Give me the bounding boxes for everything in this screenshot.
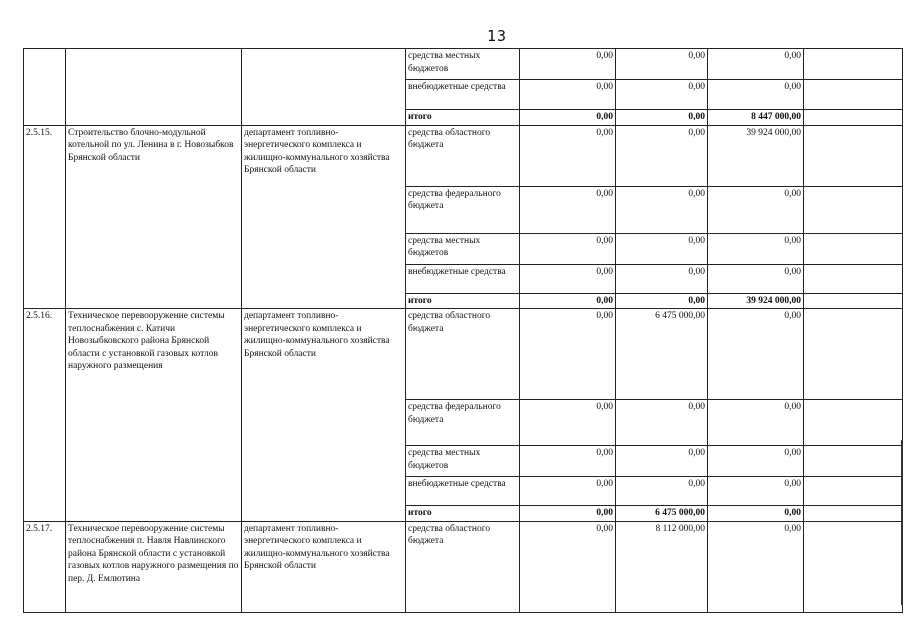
value-cell: 0,00 <box>520 110 616 126</box>
name-cell: Строительство блочно-модульной котельной по ул. Ленина в г. Новозыбков Брянской области <box>66 125 242 309</box>
value-cell: 0,00 <box>520 293 616 309</box>
value-cell: 0,00 <box>708 264 804 293</box>
empty-cell <box>804 110 903 126</box>
value-cell: 0,00 <box>708 400 804 446</box>
value-cell: 0,00 <box>708 186 804 233</box>
value-cell: 0,00 <box>708 477 804 506</box>
name-cell <box>66 49 242 126</box>
empty-cell <box>804 49 903 80</box>
num-cell: 2.5.15. <box>24 125 66 309</box>
value-cell: 8 112 000,00 <box>616 521 708 612</box>
value-cell: 6 475 000,00 <box>616 309 708 400</box>
value-cell: 0,00 <box>520 49 616 80</box>
value-cell: 0,00 <box>708 521 804 612</box>
table-row <box>24 125 903 186</box>
name-cell: Техническое перевооружение системы теплоснабжения п. Навля Навлинского района Брянской области с установкой газовых котлов наружного размещения по пер. Д. Емлютина <box>66 521 242 612</box>
source-cell: средства местных бюджетов <box>406 446 520 477</box>
empty-cell <box>804 293 903 309</box>
value-cell: 0,00 <box>520 80 616 110</box>
source-cell: итого <box>406 506 520 522</box>
empty-cell <box>804 125 903 186</box>
num-cell <box>24 49 66 126</box>
value-cell: 0,00 <box>520 400 616 446</box>
value-cell: 0,00 <box>616 477 708 506</box>
source-cell: средства местных бюджетов <box>406 233 520 264</box>
value-cell: 0,00 <box>616 400 708 446</box>
value-cell: 0,00 <box>616 264 708 293</box>
value-cell: 0,00 <box>616 186 708 233</box>
source-cell: итого <box>406 293 520 309</box>
value-cell: 0,00 <box>520 233 616 264</box>
value-cell: 0,00 <box>616 293 708 309</box>
value-cell: 0,00 <box>616 446 708 477</box>
source-cell: внебюджетные средства <box>406 80 520 110</box>
empty-cell <box>804 446 903 477</box>
source-cell: итого <box>406 110 520 126</box>
value-cell: 0,00 <box>616 49 708 80</box>
source-cell: внебюджетные средства <box>406 264 520 293</box>
empty-cell <box>804 80 903 110</box>
num-cell: 2.5.17. <box>24 521 66 612</box>
name-cell: Техническое перевооружение системы теплоснабжения с. Катичи Новозыбковского района Брянской области с установкой газовых котлов наружного размещения <box>66 309 242 522</box>
value-cell: 0,00 <box>616 110 708 126</box>
source-cell: средства областного бюджета <box>406 125 520 186</box>
table-row <box>24 49 903 80</box>
value-cell: 39 924 000,00 <box>708 293 804 309</box>
empty-cell <box>804 521 903 612</box>
table-row <box>24 309 903 400</box>
page-number: 13 <box>487 27 508 45</box>
source-cell: внебюджетные средства <box>406 477 520 506</box>
value-cell: 0,00 <box>708 506 804 522</box>
value-cell: 0,00 <box>520 125 616 186</box>
value-cell: 0,00 <box>520 477 616 506</box>
value-cell: 0,00 <box>520 264 616 293</box>
value-cell: 39 924 000,00 <box>708 125 804 186</box>
executor-cell: департамент топливно-энергетического комплекса и жилищно-коммунального хозяйства Брянской области <box>242 521 406 612</box>
source-cell: средства федерального бюджета <box>406 400 520 446</box>
source-cell: средства федерального бюджета <box>406 186 520 233</box>
empty-cell <box>804 186 903 233</box>
empty-cell <box>804 309 903 400</box>
empty-cell <box>804 233 903 264</box>
empty-cell <box>804 400 903 446</box>
value-cell: 0,00 <box>708 49 804 80</box>
source-cell: средства областного бюджета <box>406 309 520 400</box>
empty-cell <box>804 477 903 506</box>
empty-cell <box>804 506 903 522</box>
value-cell: 0,00 <box>708 233 804 264</box>
value-cell: 0,00 <box>520 186 616 233</box>
value-cell: 0,00 <box>520 446 616 477</box>
value-cell: 8 447 000,00 <box>708 110 804 126</box>
value-cell: 0,00 <box>616 125 708 186</box>
value-cell: 0,00 <box>708 446 804 477</box>
value-cell: 0,00 <box>520 506 616 522</box>
num-cell: 2.5.16. <box>24 309 66 522</box>
executor-cell: департамент топливно-энергетического комплекса и жилищно-коммунального хозяйства Брянской области <box>242 309 406 522</box>
source-cell: средства местных бюджетов <box>406 49 520 80</box>
value-cell: 0,00 <box>520 309 616 400</box>
value-cell: 0,00 <box>708 309 804 400</box>
source-cell: средства областного бюджета <box>406 521 520 612</box>
value-cell: 0,00 <box>616 80 708 110</box>
value-cell: 0,00 <box>520 521 616 612</box>
table-row <box>24 521 903 612</box>
value-cell: 6 475 000,00 <box>616 506 708 522</box>
value-cell: 0,00 <box>708 80 804 110</box>
executor-cell <box>242 49 406 126</box>
scan-edge-mark <box>901 440 903 605</box>
budget-table <box>23 48 903 613</box>
value-cell: 0,00 <box>616 233 708 264</box>
empty-cell <box>804 264 903 293</box>
executor-cell: департамент топливно-энергетического комплекса и жилищно-коммунального хозяйства Брянской области <box>242 125 406 309</box>
